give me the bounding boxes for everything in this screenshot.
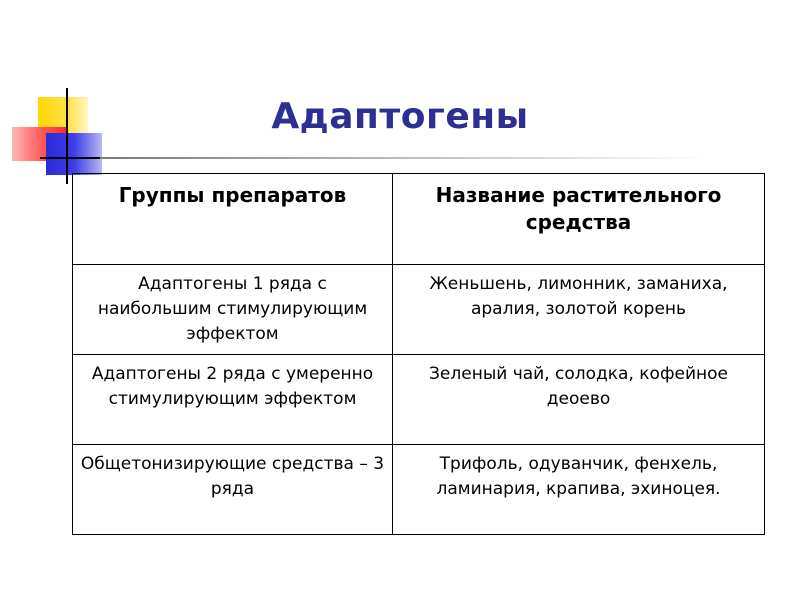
cell-plants: Женьшень, лимонник, заманиха, аралия, золотой корень — [393, 265, 765, 355]
cell-group: Адаптогены 2 ряда с умеренно стимулирующим эффектом — [73, 355, 393, 445]
cell-plants: Зеленый чай, солодка, кофейное деоево — [393, 355, 765, 445]
adaptogen-table — [72, 173, 765, 535]
decor-vertical-line — [66, 88, 68, 184]
cell-group: Общетонизирующие средства – 3 ряда — [73, 445, 393, 535]
cell-plants: Трифоль, одуванчик, фенхель, ламинария, крапива, эхиноцея. — [393, 445, 765, 535]
title-underline — [100, 157, 710, 159]
decor-blue-square — [46, 133, 102, 175]
cell-group: Адаптогены 1 ряда с наибольшим стимулирующим эффектом — [73, 265, 393, 355]
header-groups: Группы препаратов — [73, 174, 393, 265]
header-plant-names: Название растительного средства — [393, 174, 765, 265]
slide-title: Адаптогены — [271, 96, 529, 137]
table-header-row — [73, 174, 765, 265]
table-row — [73, 265, 765, 355]
table-row — [73, 445, 765, 535]
table-row — [73, 355, 765, 445]
